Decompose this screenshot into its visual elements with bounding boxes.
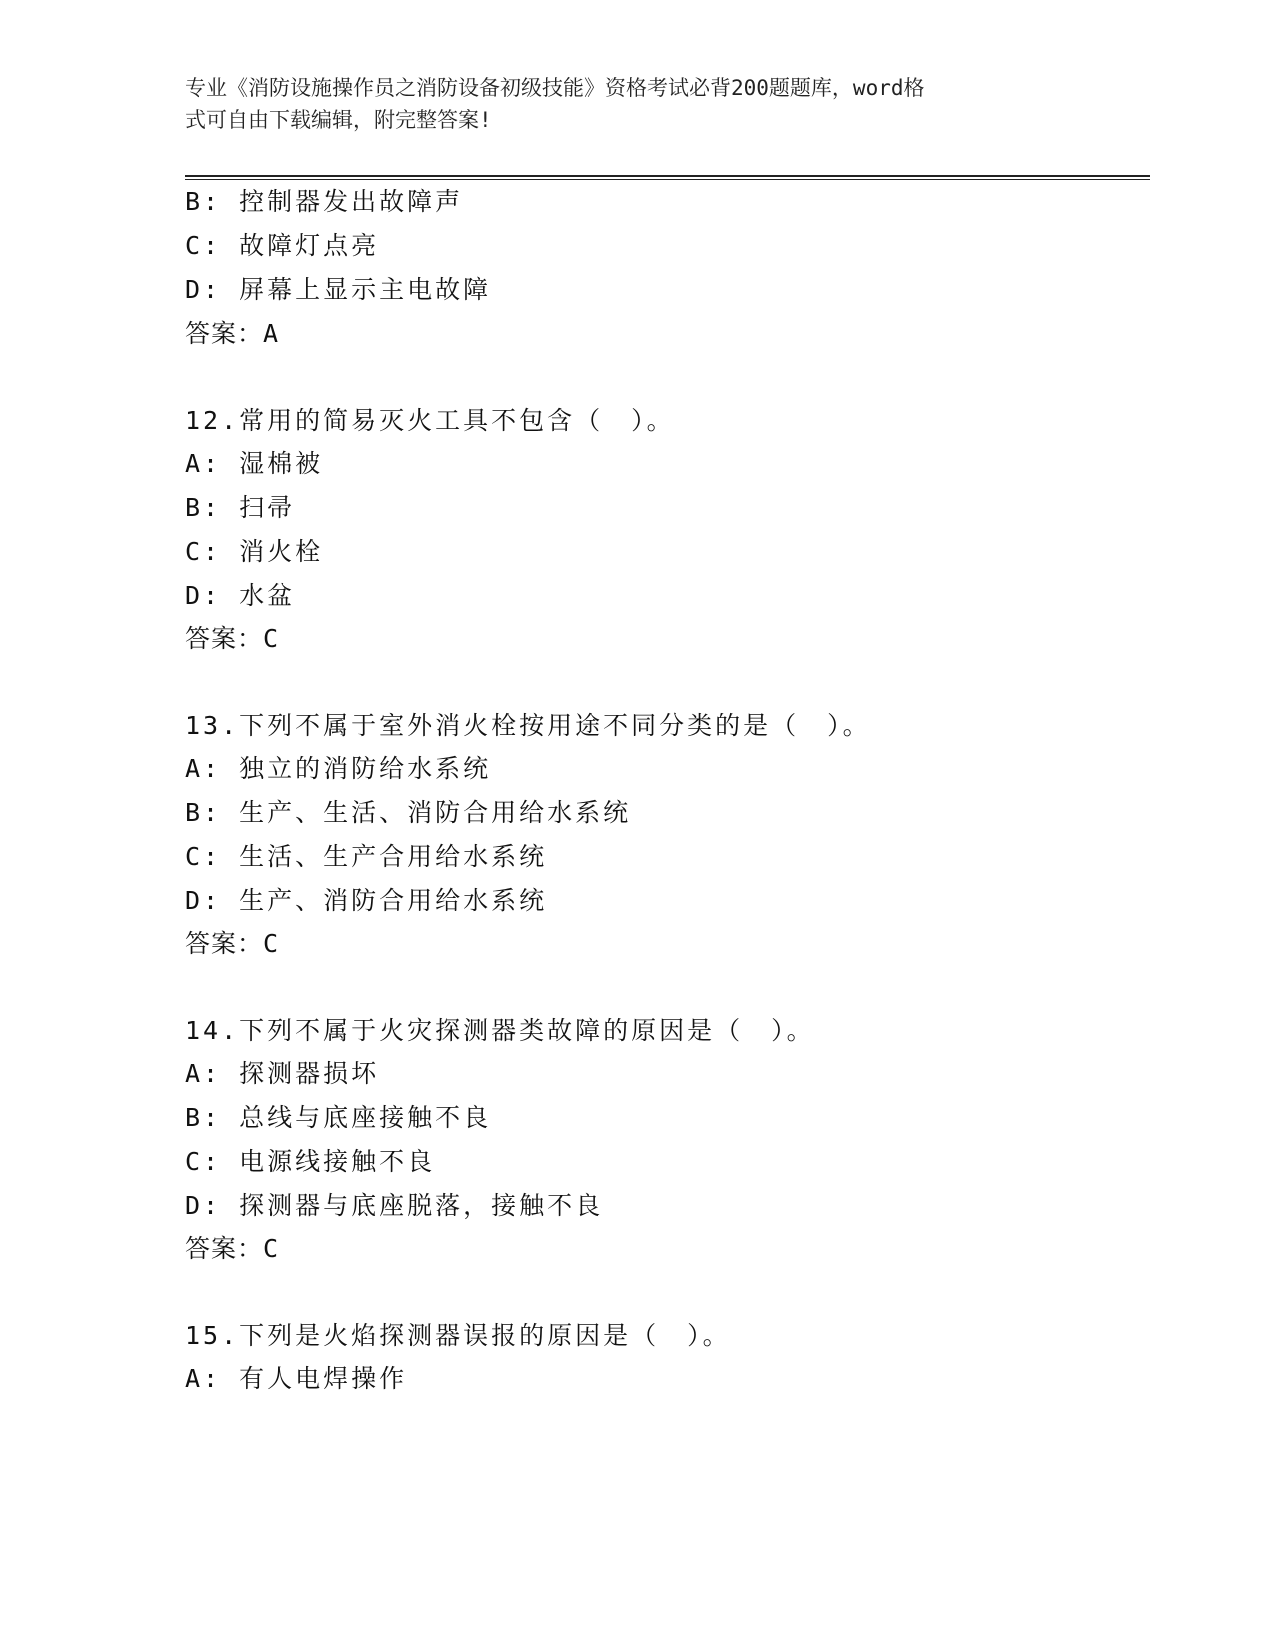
q13-option-b: B: 生产、生活、消防合用给水系统 (185, 798, 632, 827)
header-line-2: 式可自由下载编辑，附完整答案! (185, 108, 492, 132)
q11-option-d: D: 屏幕上显示主电故障 (185, 275, 492, 304)
header-line-1: 专业《消防设施操作员之消防设备初级技能》资格考试必背200题题库，word格 (185, 76, 925, 100)
q13-option-d: D: 生产、消防合用给水系统 (185, 886, 548, 915)
q14-option-a: A: 探测器损坏 (185, 1059, 380, 1088)
q11-answer: 答案：A (185, 319, 280, 348)
q11-option-c: C: 故障灯点亮 (185, 231, 380, 260)
q12-option-a: A: 湿棉被 (185, 449, 324, 478)
q12-option-d: D: 水盆 (185, 581, 296, 610)
q15-stem: 15.下列是火焰探测器误报的原因是（ ）。 (185, 1321, 731, 1350)
q11-option-b: B: 控制器发出故障声 (185, 187, 464, 216)
q12-stem: 12.常用的简易灭火工具不包含（ ）。 (185, 406, 675, 435)
q14-answer: 答案：C (185, 1234, 280, 1263)
q13-option-c: C: 生活、生产合用给水系统 (185, 842, 548, 871)
q13-option-a: A: 独立的消防给水系统 (185, 754, 492, 783)
q13-answer: 答案：C (185, 929, 280, 958)
page-header (185, 72, 1085, 136)
q12-option-c: C: 消火栓 (185, 537, 324, 566)
q15-option-a: A: 有人电焊操作 (185, 1364, 408, 1393)
q12-answer: 答案：C (185, 624, 280, 653)
q14-option-d: D: 探测器与底座脱落，接触不良 (185, 1191, 604, 1220)
q12-option-b: B: 扫帚 (185, 493, 296, 522)
q13-stem: 13.下列不属于室外消火栓按用途不同分类的是（ ）。 (185, 711, 871, 740)
header-divider (185, 175, 1150, 180)
q14-option-c: C: 电源线接触不良 (185, 1147, 436, 1176)
q14-option-b: B: 总线与底座接触不良 (185, 1103, 492, 1132)
q14-stem: 14.下列不属于火灾探测器类故障的原因是（ ）。 (185, 1016, 815, 1045)
